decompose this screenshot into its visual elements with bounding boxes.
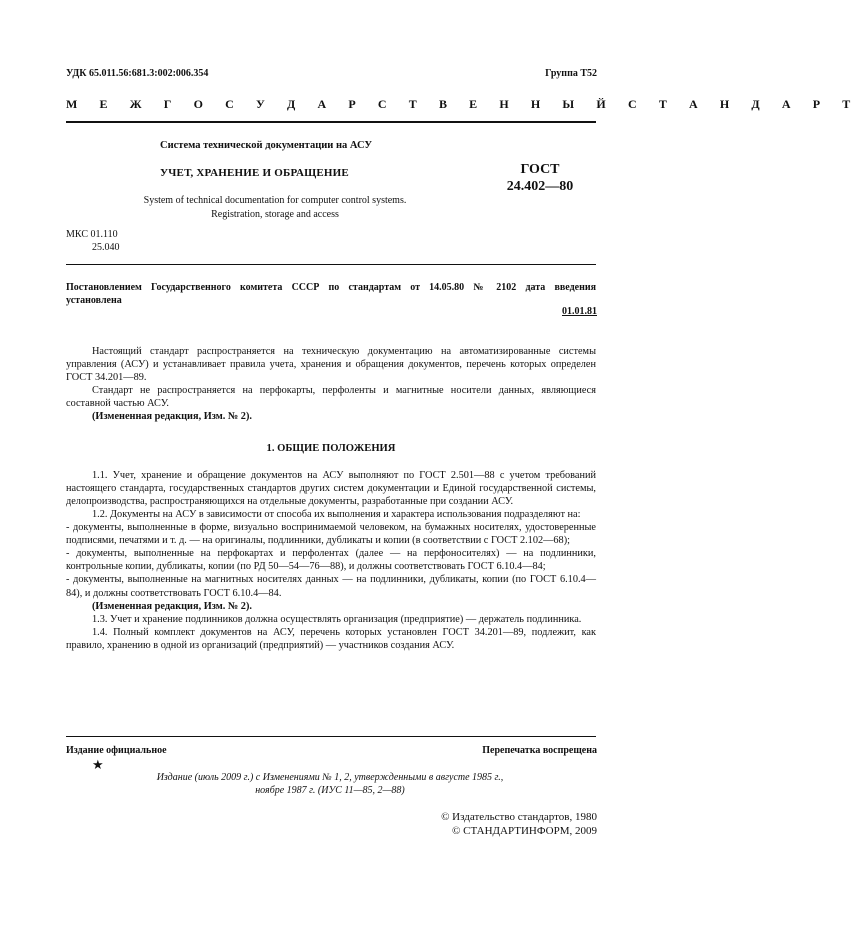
udk-code: УДК 65.011.56:681.3:002:006.354 bbox=[66, 68, 209, 79]
paragraph-amendment-note: (Измененная редакция, Изм. № 2). bbox=[92, 411, 252, 423]
copyright-line2: © СТАНДАРТИНФОРМ, 2009 bbox=[452, 825, 597, 837]
clause-1-1: 1.1. Учет, хранение и обращение документов на АСУ выполняют по ГОСТ 2.501—88 с учетом требований настоящего стандарта, государственных стандартов других систем документации и Единой государственной системы, делопроизводства, распространяющихся на отдельные документы, разработанные при создании АСУ. bbox=[66, 469, 596, 507]
mks-line1: МКС 01.110 bbox=[66, 229, 118, 240]
mks-codes bbox=[66, 228, 120, 254]
edition-note-line1: Издание (июль 2009 г.) с Изменениями № 1, 2, утвержденными в августе 1985 г., bbox=[156, 772, 504, 783]
mks-line2: 25.040 bbox=[92, 242, 120, 253]
system-title: Система технической документации на АСУ bbox=[160, 140, 373, 151]
edition-note bbox=[120, 771, 540, 797]
clause-1-2-item-magnetic: - документы, выполненные на магнитных носителях данных — на подлинники, дубликаты, копии (по ГОСТ 6.10.4—84), и должны соответствовать ГОСТ 6.10.4—84. bbox=[66, 574, 596, 599]
clause-1-2-item-paper: - документы, выполненные в форме, визуально воспринимаемой человеком, на бумажных носителях, удостоверенные подписями, печатями и т. д. — на оригиналы, подлинники, дубликаты и копии (в соответствии с ГОСТ 2.102—68); bbox=[66, 522, 596, 547]
clause-1-3: 1.3. Учет и хранение подлинников должна осуществлять организация (предприятие) — держатель подлинника. bbox=[92, 613, 582, 625]
middle-divider bbox=[66, 264, 596, 265]
gost-label: ГОСТ bbox=[520, 162, 560, 177]
gost-number: 24.402—80 bbox=[506, 179, 574, 194]
group-code: Группа Т52 bbox=[545, 68, 597, 79]
clause-1-2-amendment-note: (Измененная редакция, Изм. № 2). bbox=[92, 600, 252, 612]
clause-1-4: 1.4. Полный комплект документов на АСУ, перечень которых установлен ГОСТ 34.201—89, подлежит, как правило, хранению в одной из организаций (предприятий) — участников создания АСУ. bbox=[66, 626, 596, 651]
paragraph-scope: Настоящий стандарт распространяется на техническую документацию на автоматизированные системы управления (АСУ) и устанавливает правила учета, хранения и обращения документов, перечень которых определен ГОСТ 34.201—89. bbox=[66, 346, 596, 384]
star-icon: ★ bbox=[92, 757, 104, 772]
standard-type-heading: М Е Ж Г О С У Д А Р С Т В Е Н Н Ы Й С Т А Н Д А Р Т bbox=[66, 97, 860, 111]
official-edition-label: Издание официальное bbox=[66, 745, 167, 756]
effective-date: 01.01.81 bbox=[562, 306, 597, 317]
clause-1-2: 1.2. Документы на АСУ в зависимости от способа их выполнения и характера использования подразделяют на: bbox=[92, 508, 581, 520]
edition-note-line2: ноябре 1987 г. (ИУС 11—85, 2—88) bbox=[255, 785, 405, 796]
english-title bbox=[120, 194, 430, 222]
english-title-line2: Registration, storage and access bbox=[211, 209, 339, 220]
copyright-block bbox=[441, 810, 597, 838]
top-divider bbox=[66, 121, 596, 123]
document-body bbox=[66, 345, 596, 652]
english-title-line1: System of technical documentation for computer control systems. bbox=[143, 195, 407, 206]
decree-text: Постановлением Государственного комитета СССР по стандартам от 14.05.80 № 2102 дата введения установлена bbox=[66, 282, 596, 306]
copyright-line1: © Издательство стандартов, 1980 bbox=[441, 811, 597, 823]
section-heading-general: 1. ОБЩИЕ ПОЛОЖЕНИЯ bbox=[266, 442, 396, 454]
clause-1-2-item-punch: - документы, выполненные на перфокартах и перфолентах (далее — на перфоносителях) — на подлинники, контрольные копии, дубликаты, копии (по РД 50—54—76—88), и должны соответствовать ГОСТ 6.10.4—84; bbox=[66, 548, 596, 573]
footer-divider bbox=[66, 736, 596, 737]
gost-designation bbox=[486, 161, 594, 195]
document-title: УЧЕТ, ХРАНЕНИЕ И ОБРАЩЕНИЕ bbox=[160, 167, 349, 179]
reprint-prohibited-label: Перепечатка воспрещена bbox=[482, 745, 597, 756]
paragraph-exclusion: Стандарт не распространяется на перфокарты, перфоленты и магнитные носители данных, являющиеся составной частью АСУ. bbox=[66, 385, 596, 410]
